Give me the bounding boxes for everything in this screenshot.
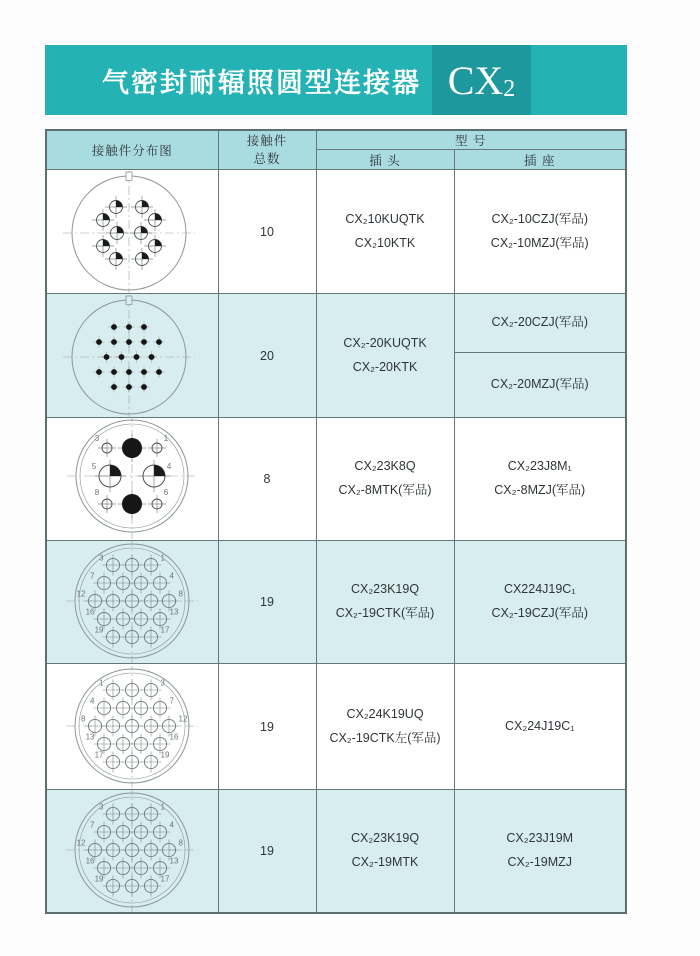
svg-text:7: 7 — [90, 571, 95, 581]
svg-text:1: 1 — [99, 678, 104, 687]
svg-text:12: 12 — [76, 589, 86, 599]
table-row — [46, 664, 626, 790]
svg-text:3: 3 — [95, 434, 100, 443]
svg-text:4: 4 — [169, 820, 175, 830]
svg-text:12: 12 — [76, 838, 86, 848]
svg-text:3: 3 — [160, 678, 166, 687]
header-plug: 插 头 — [316, 150, 454, 170]
pin-diagram-19 — [47, 790, 217, 912]
model-badge — [432, 45, 531, 115]
svg-text:1: 1 — [164, 434, 169, 443]
table-row — [46, 541, 626, 664]
svg-text:16: 16 — [85, 856, 95, 866]
pin-diagram-20 — [47, 295, 217, 417]
socket-model-cell: CX₂24J19C₁ — [454, 664, 626, 790]
contact-count-cell: 20 — [218, 294, 316, 418]
svg-text:6: 6 — [164, 488, 169, 497]
pin-diagram-cell — [46, 170, 218, 294]
socket-model-cell: CX₂23J8M₁ CX₂-8MZJ(军品) — [454, 418, 626, 541]
svg-text:19: 19 — [94, 625, 104, 635]
header-socket: 插 座 — [454, 150, 626, 170]
plug-model-cell: CX₂23K8Q CX₂-8MTK(军品) — [316, 418, 454, 541]
socket-model-cell: CX₂23J19M CX₂-19MZJ — [454, 790, 626, 914]
header-contact-layout: 接触件分布图 — [46, 130, 218, 170]
model-badge-text: CX — [447, 57, 504, 103]
spec-table — [45, 129, 627, 914]
socket-model-cell: CX₂-10CZJ(军品) CX₂-10MZJ(军品) — [454, 170, 626, 294]
table-row — [46, 790, 626, 914]
pin-diagram-19-mirror — [47, 666, 217, 788]
contact-count-cell: 10 — [218, 170, 316, 294]
svg-text:4: 4 — [167, 462, 172, 471]
pin-diagram-cell — [46, 790, 218, 914]
header-contact-count-line1: 接触件 — [246, 133, 288, 148]
socket-model-cell: CX₂-20MZJ(军品) — [454, 353, 626, 418]
svg-text:1: 1 — [160, 802, 166, 812]
plug-model-cell: CX₂23K19Q CX₂-19MTK — [316, 790, 454, 914]
pin-diagram-cell — [46, 294, 218, 418]
svg-text:17: 17 — [160, 874, 170, 884]
svg-text:19: 19 — [160, 750, 170, 759]
svg-text:8: 8 — [95, 488, 100, 497]
svg-text:17: 17 — [160, 625, 170, 635]
pin-diagram-19 — [47, 541, 217, 663]
table-row — [46, 170, 626, 294]
contact-count-cell: 8 — [218, 418, 316, 541]
svg-text:13: 13 — [85, 732, 95, 741]
svg-text:13: 13 — [169, 856, 179, 866]
svg-text:17: 17 — [94, 750, 104, 759]
header-contact-count — [218, 130, 316, 170]
plug-model-cell: CX₂-20KUQTK CX₂-20KTK — [316, 294, 454, 418]
pin-diagram-cell — [46, 418, 218, 541]
title-banner — [45, 45, 627, 115]
svg-text:5: 5 — [92, 462, 97, 471]
svg-text:7: 7 — [90, 820, 95, 830]
socket-model-cell: CX₂-20CZJ(军品) — [454, 294, 626, 353]
contact-count-cell: 19 — [218, 664, 316, 790]
model-badge-subscript: 2 — [503, 76, 516, 102]
svg-text:4: 4 — [90, 696, 95, 705]
svg-text:8: 8 — [178, 838, 184, 848]
table-row — [46, 294, 626, 353]
svg-text:12: 12 — [178, 714, 188, 723]
svg-text:3: 3 — [99, 553, 104, 563]
svg-text:13: 13 — [169, 607, 179, 617]
svg-text:8: 8 — [81, 714, 86, 723]
page-title: 气密封耐辐照圆型连接器 — [102, 67, 421, 98]
pin-diagram-8 — [47, 418, 217, 540]
pin-diagram-cell — [46, 541, 218, 664]
pin-diagram-cell — [46, 664, 218, 790]
svg-text:16: 16 — [169, 732, 179, 741]
contact-count-cell: 19 — [218, 541, 316, 664]
svg-text:1: 1 — [160, 553, 166, 563]
svg-text:4: 4 — [169, 571, 175, 581]
socket-model-cell: CX224J19C₁ CX₂-19CZJ(军品) — [454, 541, 626, 664]
header-contact-count-line2: 总数 — [253, 152, 281, 166]
svg-text:7: 7 — [169, 696, 175, 705]
header-model: 型 号 — [316, 130, 626, 150]
svg-text:8: 8 — [178, 589, 184, 599]
plug-model-cell: CX₂23K19Q CX₂-19CTK(军品) — [316, 541, 454, 664]
pin-diagram-10 — [47, 171, 217, 293]
contact-count-cell: 19 — [218, 790, 316, 914]
svg-text:3: 3 — [99, 802, 104, 812]
plug-model-cell: CX₂24K19UQ CX₂-19CTK左(军品) — [316, 664, 454, 790]
svg-text:19: 19 — [94, 874, 104, 884]
table-row — [46, 418, 626, 541]
plug-model-cell: CX₂10KUQTK CX₂10KTK — [316, 170, 454, 294]
svg-text:16: 16 — [85, 607, 95, 617]
